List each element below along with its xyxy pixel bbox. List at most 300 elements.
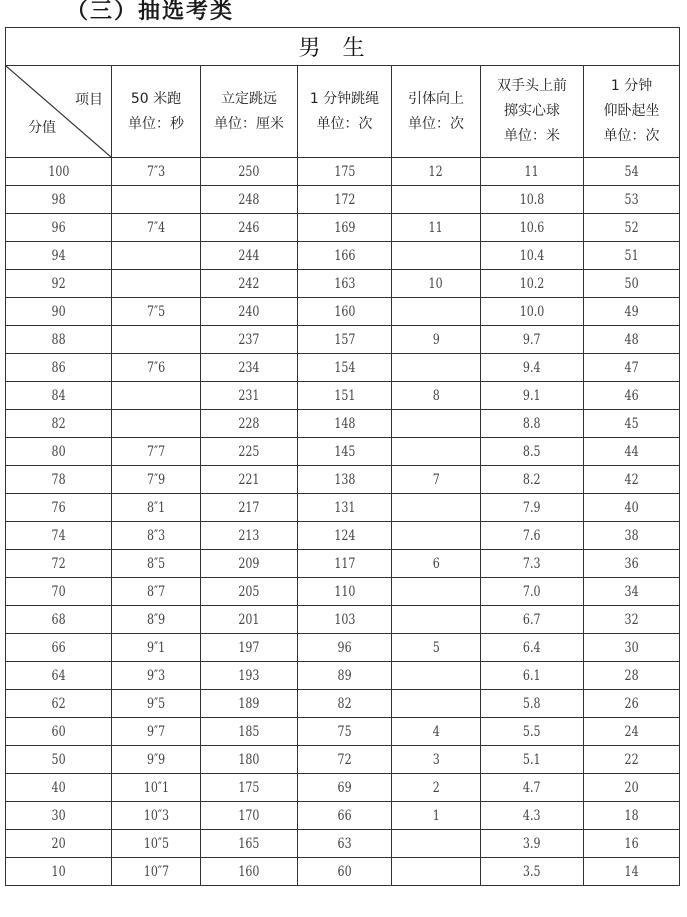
header-line: 50 米跑 — [130, 90, 182, 107]
value-cell — [201, 606, 298, 634]
value-cell — [112, 718, 201, 746]
cell-text: 48 — [624, 331, 639, 348]
cell-text: 124 — [333, 527, 356, 544]
value-cell — [112, 746, 201, 774]
value-cell — [201, 774, 298, 802]
cell-text: 10 — [428, 275, 444, 292]
cell-text: 3.5 — [523, 863, 541, 880]
cell-text: 66 — [51, 639, 66, 656]
value-cell — [481, 634, 584, 662]
score-cell — [6, 298, 112, 326]
score-cell — [6, 326, 112, 354]
value-cell — [584, 410, 680, 438]
cell-text: 60 — [51, 723, 66, 740]
value-cell — [201, 466, 298, 494]
cell-text: 148 — [333, 415, 356, 432]
header-col-50m-run — [112, 66, 201, 158]
score-cell — [6, 634, 112, 662]
cell-text: 82 — [51, 415, 66, 432]
cell-text: 228 — [238, 415, 260, 432]
header-line: 仰卧起坐 — [603, 103, 660, 119]
value-cell — [298, 298, 392, 326]
value-cell — [584, 746, 680, 774]
cell-text: 84 — [51, 387, 66, 404]
cell-text: 2 — [432, 779, 440, 796]
cell-text: 8.2 — [523, 471, 541, 488]
gender-header-row — [6, 28, 680, 66]
value-cell — [584, 522, 680, 550]
cell-text: 7″9 — [146, 471, 166, 488]
cell-text: 40 — [51, 779, 66, 796]
gender-label: 男生 — [6, 28, 680, 66]
value-cell — [298, 858, 392, 886]
value-cell — [298, 214, 392, 242]
value-cell — [298, 522, 392, 550]
table-row — [6, 522, 680, 550]
cell-text: 7.3 — [523, 555, 541, 572]
cell-text: 80 — [51, 443, 66, 460]
score-cell — [6, 410, 112, 438]
cell-text: 75 — [337, 723, 352, 740]
value-cell — [481, 550, 584, 578]
value-cell — [112, 438, 201, 466]
value-cell — [201, 550, 298, 578]
score-cell — [6, 522, 112, 550]
value-cell — [112, 494, 201, 522]
value-cell — [298, 746, 392, 774]
cell-text: 175 — [333, 163, 356, 180]
cell-text: 9 — [432, 331, 440, 348]
value-cell — [112, 522, 201, 550]
cell-text: 52 — [624, 219, 639, 236]
table-row — [6, 326, 680, 354]
cell-text: 96 — [337, 639, 352, 656]
value-cell — [112, 214, 201, 242]
score-table — [5, 27, 680, 886]
value-cell — [298, 382, 392, 410]
cell-text: 69 — [337, 779, 352, 796]
cell-text: 30 — [624, 639, 639, 656]
value-cell — [298, 830, 392, 858]
value-cell — [584, 830, 680, 858]
cell-text: 248 — [238, 191, 260, 208]
cell-text: 36 — [624, 555, 639, 572]
value-cell — [584, 802, 680, 830]
cell-text: 54 — [624, 163, 639, 180]
cell-text: 197 — [238, 639, 260, 656]
score-cell — [6, 690, 112, 718]
cell-text: 32 — [624, 611, 639, 628]
value-cell — [392, 298, 481, 326]
cell-text: 7″3 — [146, 163, 166, 180]
header-line: 1 分钟跳绳 — [309, 90, 380, 107]
cell-text: 4 — [432, 723, 440, 740]
cell-text: 9″5 — [146, 695, 166, 712]
cell-text: 6 — [432, 555, 440, 572]
cell-text: 49 — [624, 303, 639, 320]
value-cell — [112, 410, 201, 438]
table-row — [6, 690, 680, 718]
value-cell — [481, 186, 584, 214]
value-cell — [201, 662, 298, 690]
cell-text: 4.7 — [523, 779, 541, 796]
value-cell — [392, 690, 481, 718]
cell-text: 11 — [428, 219, 444, 236]
table-row — [6, 746, 680, 774]
table-row — [6, 550, 680, 578]
value-cell — [298, 774, 392, 802]
value-cell — [392, 634, 481, 662]
value-cell — [392, 438, 481, 466]
cell-text: 72 — [51, 555, 66, 572]
score-cell — [6, 578, 112, 606]
value-cell — [298, 158, 392, 186]
table-row — [6, 382, 680, 410]
cell-text: 221 — [238, 471, 260, 488]
header-line: 单位：次 — [603, 128, 660, 144]
value-cell — [584, 634, 680, 662]
value-cell — [584, 438, 680, 466]
cell-text: 34 — [624, 583, 639, 600]
cell-text: 10.0 — [519, 303, 545, 320]
value-cell — [584, 466, 680, 494]
value-cell — [298, 270, 392, 298]
cell-text: 131 — [333, 499, 356, 516]
value-cell — [584, 690, 680, 718]
value-cell — [392, 578, 481, 606]
cell-text: 246 — [238, 219, 260, 236]
header-col-pull-ups — [392, 66, 481, 158]
table-row — [6, 158, 680, 186]
table-row — [6, 410, 680, 438]
value-cell — [481, 270, 584, 298]
value-cell — [584, 382, 680, 410]
value-cell — [481, 718, 584, 746]
value-cell — [298, 326, 392, 354]
cell-text: 9.4 — [523, 359, 541, 376]
value-cell — [112, 466, 201, 494]
cell-text: 74 — [51, 527, 66, 544]
value-cell — [392, 214, 481, 242]
table-row — [6, 634, 680, 662]
cell-text: 68 — [51, 611, 66, 628]
cell-text: 213 — [238, 527, 260, 544]
value-cell — [298, 438, 392, 466]
value-cell — [298, 718, 392, 746]
value-cell — [584, 326, 680, 354]
value-cell — [201, 410, 298, 438]
value-cell — [481, 774, 584, 802]
cell-text: 7.9 — [523, 499, 541, 516]
table-row — [6, 774, 680, 802]
cell-text: 8″7 — [146, 583, 166, 600]
value-cell — [584, 298, 680, 326]
score-cell — [6, 158, 112, 186]
cell-text: 28 — [624, 667, 639, 684]
cell-text: 12 — [428, 163, 444, 180]
cell-text: 42 — [624, 471, 639, 488]
score-cell — [6, 774, 112, 802]
header-col-1min-rope-skip — [298, 66, 392, 158]
cell-text: 78 — [51, 471, 66, 488]
cell-text: 9″1 — [146, 639, 166, 656]
cell-text: 231 — [238, 387, 260, 404]
value-cell — [112, 298, 201, 326]
value-cell — [584, 158, 680, 186]
value-cell — [112, 606, 201, 634]
cell-text: 60 — [337, 863, 352, 880]
value-cell — [298, 690, 392, 718]
cell-text: 189 — [238, 695, 260, 712]
cell-text: 10.4 — [519, 247, 545, 264]
value-cell — [584, 242, 680, 270]
corner-header-cell — [6, 66, 112, 158]
cell-text: 6.4 — [523, 639, 541, 656]
value-cell — [201, 214, 298, 242]
cell-text: 7.6 — [523, 527, 541, 544]
value-cell — [298, 634, 392, 662]
cell-text: 237 — [238, 331, 260, 348]
score-cell — [6, 466, 112, 494]
value-cell — [392, 606, 481, 634]
value-cell — [481, 606, 584, 634]
cell-text: 5.1 — [523, 751, 541, 768]
header-col-standing-long-jump — [201, 66, 298, 158]
cell-text: 201 — [238, 611, 260, 628]
value-cell — [481, 298, 584, 326]
header-line: 掷实心球 — [504, 103, 560, 119]
cell-text: 160 — [333, 303, 356, 320]
cell-text: 169 — [333, 219, 356, 236]
cell-text: 138 — [333, 471, 356, 488]
table-row — [6, 494, 680, 522]
value-cell — [201, 158, 298, 186]
score-cell — [6, 606, 112, 634]
cell-text: 100 — [47, 163, 70, 180]
cell-text: 151 — [333, 387, 356, 404]
table-row — [6, 858, 680, 886]
value-cell — [481, 522, 584, 550]
value-cell — [201, 802, 298, 830]
cell-text: 64 — [51, 667, 66, 684]
cell-text: 10.2 — [519, 275, 545, 292]
value-cell — [298, 578, 392, 606]
value-cell — [392, 326, 481, 354]
cell-text: 9.7 — [523, 331, 541, 348]
header-line: 单位：次 — [316, 115, 373, 132]
cell-text: 94 — [51, 247, 66, 264]
value-cell — [584, 270, 680, 298]
cell-text: 244 — [238, 247, 260, 264]
cell-text: 7.0 — [523, 583, 541, 600]
value-cell — [298, 802, 392, 830]
value-cell — [298, 494, 392, 522]
table-row — [6, 718, 680, 746]
value-cell — [298, 466, 392, 494]
value-cell — [201, 270, 298, 298]
cell-text: 50 — [51, 751, 66, 768]
value-cell — [392, 242, 481, 270]
cell-text: 250 — [238, 163, 260, 180]
cell-text: 92 — [51, 275, 66, 292]
cell-text: 90 — [51, 303, 66, 320]
value-cell — [201, 382, 298, 410]
value-cell — [584, 354, 680, 382]
cell-text: 7″6 — [146, 359, 166, 376]
cell-text: 9″9 — [146, 751, 166, 768]
value-cell — [112, 858, 201, 886]
cell-text: 89 — [337, 667, 352, 684]
column-header-row — [6, 66, 680, 158]
value-cell — [298, 410, 392, 438]
cell-text: 76 — [51, 499, 66, 516]
value-cell — [392, 270, 481, 298]
value-cell — [392, 158, 481, 186]
cell-text: 47 — [624, 359, 639, 376]
score-cell — [6, 858, 112, 886]
cell-text: 7″7 — [146, 443, 166, 460]
cell-text: 175 — [238, 779, 260, 796]
cell-text: 46 — [624, 387, 639, 404]
cell-text: 7″5 — [146, 303, 166, 320]
value-cell — [201, 438, 298, 466]
cell-text: 82 — [337, 695, 352, 712]
cell-text: 10 — [51, 863, 66, 880]
cell-text: 234 — [238, 359, 260, 376]
cell-text: 8.5 — [523, 443, 541, 460]
value-cell — [481, 466, 584, 494]
value-cell — [392, 522, 481, 550]
value-cell — [584, 550, 680, 578]
value-cell — [298, 354, 392, 382]
score-cell — [6, 662, 112, 690]
value-cell — [201, 858, 298, 886]
cell-text: 10″1 — [143, 779, 169, 796]
value-cell — [298, 662, 392, 690]
score-cell — [6, 830, 112, 858]
score-cell — [6, 270, 112, 298]
cell-text: 88 — [51, 331, 66, 348]
value-cell — [481, 158, 584, 186]
value-cell — [481, 214, 584, 242]
value-cell — [201, 494, 298, 522]
value-cell — [112, 690, 201, 718]
value-cell — [584, 494, 680, 522]
value-cell — [298, 606, 392, 634]
value-cell — [584, 214, 680, 242]
cell-text: 10.8 — [519, 191, 545, 208]
header-line: 单位：米 — [504, 128, 560, 144]
table-row — [6, 466, 680, 494]
cell-text: 66 — [337, 807, 352, 824]
cell-text: 24 — [624, 723, 639, 740]
cell-text: 225 — [238, 443, 260, 460]
cell-text: 8″3 — [146, 527, 166, 544]
cell-text: 217 — [238, 499, 260, 516]
value-cell — [392, 662, 481, 690]
cell-text: 145 — [333, 443, 356, 460]
value-cell — [201, 298, 298, 326]
header-line: 单位：厘米 — [214, 115, 284, 132]
value-cell — [392, 718, 481, 746]
cell-text: 4.3 — [523, 807, 541, 824]
cell-text: 20 — [624, 779, 639, 796]
cell-text: 53 — [624, 191, 639, 208]
value-cell — [201, 830, 298, 858]
value-cell — [481, 802, 584, 830]
cell-text: 5 — [432, 639, 440, 656]
cell-text: 240 — [238, 303, 260, 320]
header-line: 双手头上前 — [497, 78, 567, 94]
cell-text: 9″3 — [146, 667, 166, 684]
table-row — [6, 186, 680, 214]
score-cell — [6, 550, 112, 578]
value-cell — [201, 634, 298, 662]
cell-text: 26 — [624, 695, 639, 712]
cell-text: 3.9 — [523, 835, 541, 852]
value-cell — [112, 802, 201, 830]
cell-text: 72 — [337, 751, 352, 768]
cell-text: 117 — [333, 555, 356, 572]
cell-text: 3 — [432, 751, 440, 768]
value-cell — [201, 522, 298, 550]
table-row — [6, 354, 680, 382]
cell-text: 8 — [432, 387, 440, 404]
value-cell — [112, 158, 201, 186]
cell-text: 70 — [51, 583, 66, 600]
value-cell — [481, 662, 584, 690]
cell-text: 193 — [238, 667, 260, 684]
value-cell — [392, 354, 481, 382]
cell-text: 172 — [333, 191, 356, 208]
section-title: （三）抽选考类 — [66, 0, 235, 24]
score-cell — [6, 802, 112, 830]
value-cell — [201, 242, 298, 270]
value-cell — [584, 606, 680, 634]
value-cell — [392, 186, 481, 214]
cell-text: 10.6 — [519, 219, 545, 236]
header-line: 立定跳远 — [221, 90, 277, 107]
cell-text: 44 — [624, 443, 639, 460]
value-cell — [112, 634, 201, 662]
cell-text: 166 — [333, 247, 356, 264]
score-cell — [6, 214, 112, 242]
cell-text: 165 — [238, 835, 260, 852]
score-cell — [6, 438, 112, 466]
cell-text: 5.5 — [523, 723, 541, 740]
cell-text: 10″5 — [143, 835, 169, 852]
header-line: 单位：次 — [408, 115, 464, 132]
value-cell — [201, 578, 298, 606]
cell-text: 8″5 — [146, 555, 166, 572]
value-cell — [112, 270, 201, 298]
header-line: 单位：秒 — [128, 115, 184, 132]
value-cell — [481, 242, 584, 270]
cell-text: 30 — [51, 807, 66, 824]
header-col-1min-sit-ups — [584, 66, 680, 158]
cell-text: 18 — [624, 807, 639, 824]
score-cell — [6, 242, 112, 270]
value-cell — [481, 578, 584, 606]
value-cell — [112, 662, 201, 690]
cell-text: 5.8 — [523, 695, 541, 712]
value-cell — [481, 746, 584, 774]
value-cell — [392, 382, 481, 410]
cell-text: 180 — [238, 751, 260, 768]
value-cell — [481, 326, 584, 354]
header-col-medicine-ball-throw — [481, 66, 584, 158]
cell-text: 7 — [432, 471, 440, 488]
